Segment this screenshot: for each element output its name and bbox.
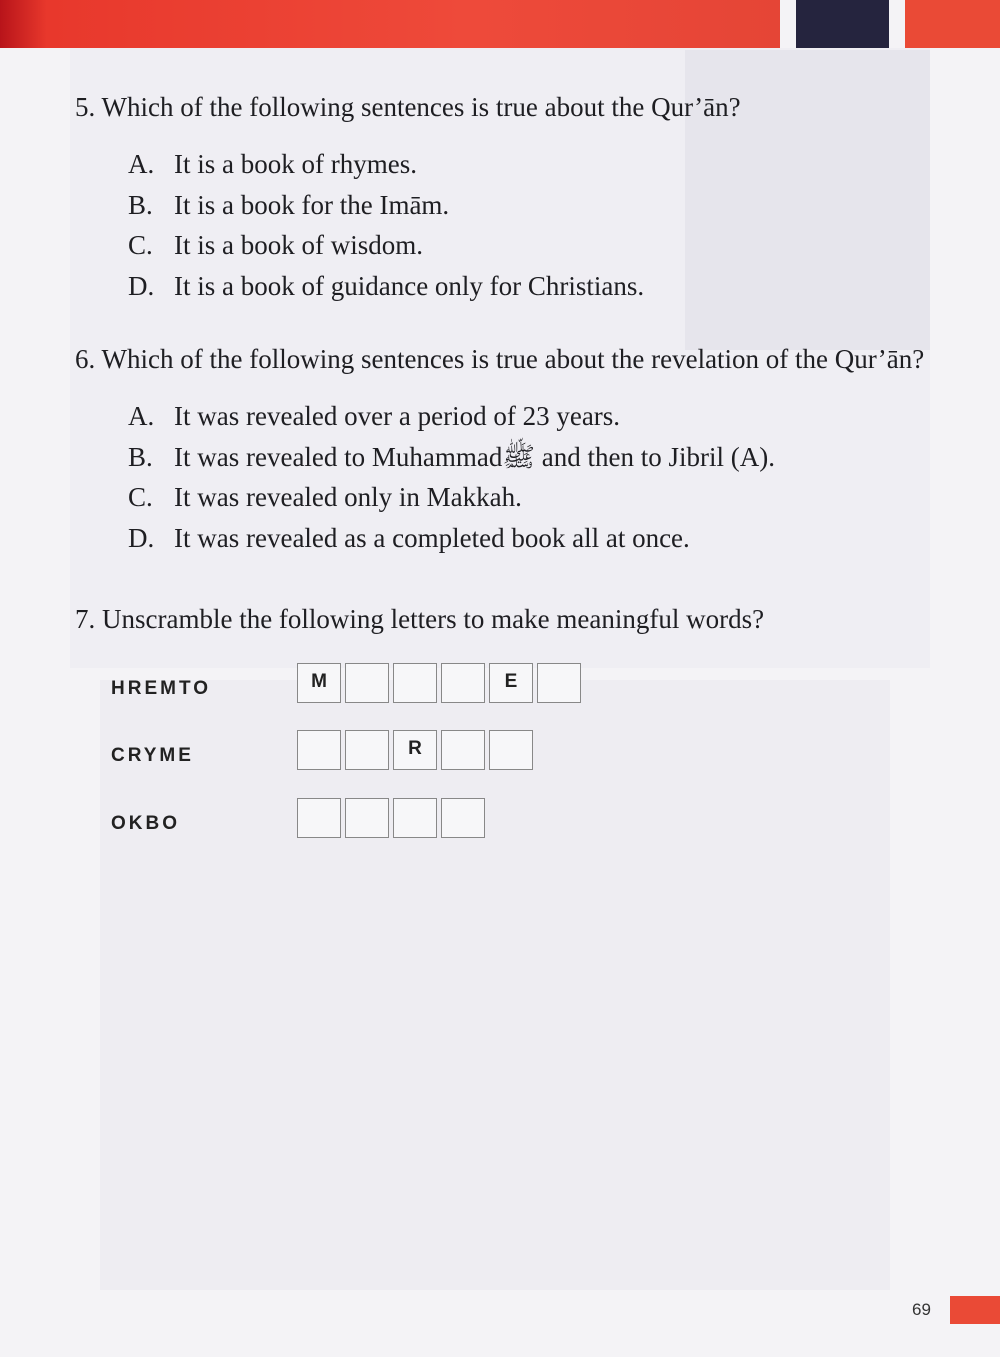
option-letter: C. [128,230,153,260]
answer-boxes-1 [297,663,581,703]
option-text: It was revealed to Muhammadﷺ and then to Jibril (A). [174,442,775,472]
letter-box[interactable] [537,663,581,703]
option-text: It is a book of rhymes. [174,149,417,179]
option-text: It was revealed as a completed book all at once. [174,523,690,553]
answer-boxes-3 [297,798,485,838]
letter-box[interactable] [393,663,437,703]
page-tab-decoration [950,1296,1000,1324]
scramble-word-3: OKBO [111,813,180,834]
option-letter: D. [128,271,155,301]
letter-box[interactable]: M [297,663,341,703]
letter-box[interactable] [345,730,389,770]
answer-boxes-2 [297,730,533,770]
letter-box[interactable]: R [393,730,437,770]
letter-box[interactable] [441,798,485,838]
option-letter: C. [128,482,153,512]
letter-box[interactable] [345,798,389,838]
letter-box[interactable] [489,730,533,770]
letter-box[interactable] [393,798,437,838]
option-letter: A. [128,149,155,179]
background-bleed-3 [100,680,890,1290]
option-letter: D. [128,523,155,553]
option-text: It was revealed only in Makkah. [174,482,522,512]
option-letter: A. [128,401,155,431]
scramble-word-1: HREMTO [111,678,211,699]
page-number: 69 [912,1300,931,1319]
header-bar-red-right [905,0,1000,48]
letter-box[interactable]: E [489,663,533,703]
header-bar-navy [796,0,889,48]
letter-box[interactable] [297,730,341,770]
letter-box[interactable] [441,663,485,703]
question-6: 6. Which of the following sentences is true about the revelation of the Qur’ān? [75,344,925,374]
scramble-word-2: CRYME [111,745,194,766]
header-bar-red [0,0,780,48]
option-text: It is a book of guidance only for Christians. [174,271,645,301]
letter-box[interactable] [441,730,485,770]
question-5: 5. Which of the following sentences is true about the Qur’ān? [75,92,741,122]
option-text: It was revealed over a period of 23 years. [174,401,621,431]
option-letter: B. [128,442,153,472]
option-text: It is a book of wisdom. [174,230,423,260]
option-text: It is a book for the Imām. [174,190,450,220]
letter-box[interactable] [297,798,341,838]
letter-box[interactable] [345,663,389,703]
option-letter: B. [128,190,153,220]
question-7: 7. Unscramble the following letters to make meaningful words? [75,604,765,634]
